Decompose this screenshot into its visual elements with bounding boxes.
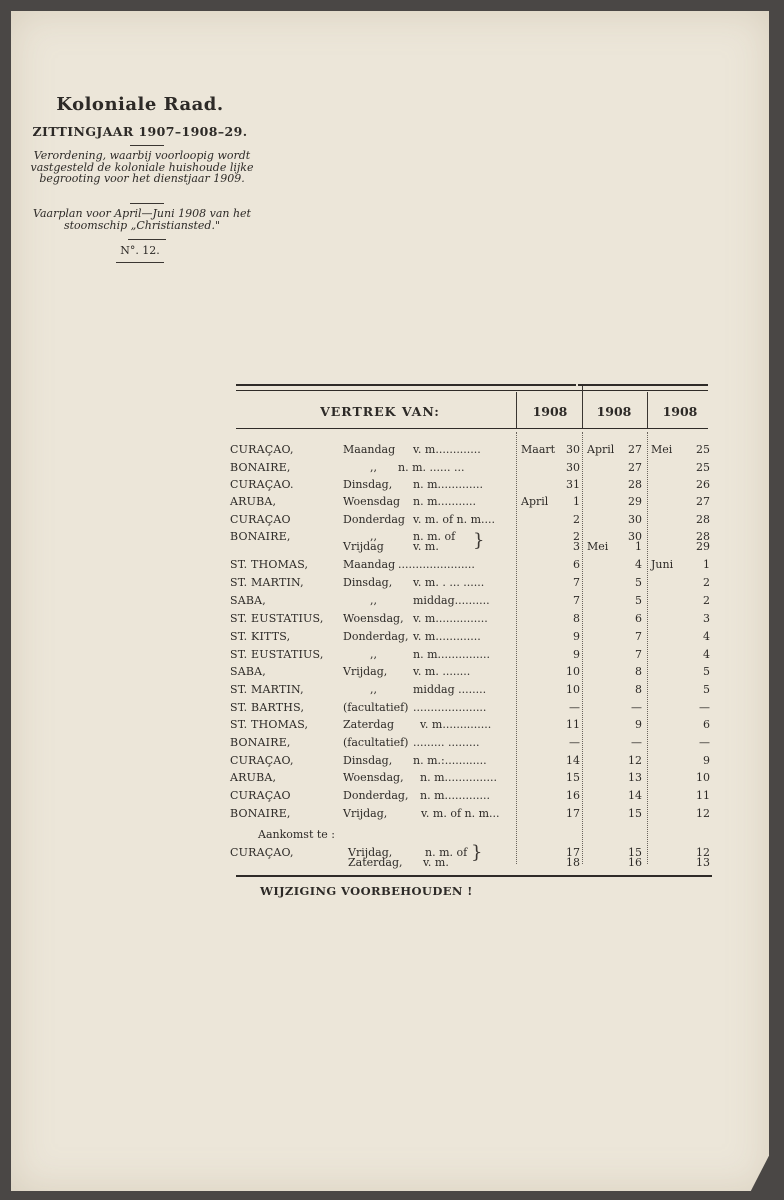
schedule-row bbox=[0, 476, 784, 493]
column-divider bbox=[647, 392, 648, 428]
council-title: Koloniale Raad. bbox=[56, 94, 224, 115]
time-of-day: ......... ......... bbox=[413, 736, 480, 749]
weekday: ,, bbox=[370, 648, 377, 661]
port-name: CURAÇAO, bbox=[230, 754, 294, 767]
port-name: ST. THOMAS, bbox=[230, 558, 309, 571]
date-col1: 17 bbox=[566, 807, 580, 820]
month-col3: Mei bbox=[651, 443, 673, 456]
weekday: Woensdag bbox=[343, 495, 401, 508]
weekday: Woensdag, bbox=[343, 771, 404, 784]
time-of-day: v. m............. bbox=[413, 630, 481, 643]
date-col3: 4 bbox=[703, 630, 710, 643]
time-of-day: n. m............... bbox=[420, 771, 497, 784]
schedule-row bbox=[0, 511, 784, 528]
header-divider bbox=[130, 203, 164, 204]
arrival-label: Aankomst te : bbox=[258, 828, 335, 841]
date-col2: 4 bbox=[635, 558, 642, 571]
date-col1: 6 bbox=[573, 558, 580, 571]
weekday: ,, bbox=[370, 594, 377, 607]
date-col2: 13 bbox=[628, 771, 642, 784]
weekday: (facultatief) bbox=[343, 736, 409, 749]
weekday: Donderdag, bbox=[343, 630, 409, 643]
date-col2: 30 bbox=[628, 530, 642, 543]
date-col1: 14 bbox=[566, 754, 580, 767]
date-col2: 7 bbox=[635, 630, 642, 643]
date-col2: 1 bbox=[635, 540, 642, 553]
table-header-rule bbox=[236, 428, 708, 429]
port-name: CURAÇAO, bbox=[230, 846, 294, 859]
date-col1: 7 bbox=[573, 594, 580, 607]
time-of-day: v. m. of n. m.... bbox=[413, 513, 496, 526]
date-col1: 9 bbox=[573, 648, 580, 661]
port-name: ST. THOMAS, bbox=[230, 718, 309, 731]
date-col1: 15 bbox=[566, 771, 580, 784]
port-name: ST. MARTIN, bbox=[230, 576, 304, 589]
date-col2: 15 bbox=[628, 807, 642, 820]
column-divider bbox=[516, 392, 517, 428]
month-col3: Juni bbox=[651, 558, 674, 571]
date-col1: 3 bbox=[573, 540, 580, 553]
weekday: ,, bbox=[370, 530, 377, 543]
brace: } bbox=[473, 530, 485, 551]
weekday: Dinsdag, bbox=[343, 576, 393, 589]
date-col1: 2 bbox=[573, 530, 580, 543]
date-col3: 12 bbox=[696, 807, 710, 820]
date-col3: 12 bbox=[696, 846, 710, 859]
date-col2: 27 bbox=[628, 461, 642, 474]
port-name: CURAÇAO bbox=[230, 789, 291, 802]
date-col2: 9 bbox=[635, 718, 642, 731]
date-col3: 5 bbox=[703, 665, 710, 678]
schedule-row bbox=[0, 493, 784, 510]
schedule-row bbox=[0, 646, 784, 663]
date-col1: 10 bbox=[566, 665, 580, 678]
date-col3: 13 bbox=[696, 856, 710, 869]
date-col1: 30 bbox=[566, 461, 580, 474]
date-col3: 25 bbox=[696, 461, 710, 474]
port-name: BONAIRE, bbox=[230, 530, 291, 543]
port-name: CURAÇAO. bbox=[230, 478, 294, 491]
port-name: ST. KITTS, bbox=[230, 630, 291, 643]
time-of-day: n. m............. bbox=[413, 478, 483, 491]
weekday: Dinsdag, bbox=[343, 754, 393, 767]
time-of-day: v. m............. bbox=[413, 443, 481, 456]
date-col3: 28 bbox=[696, 513, 710, 526]
header-divider bbox=[128, 239, 166, 240]
date-col2: 8 bbox=[635, 683, 642, 696]
date-col3: — bbox=[699, 701, 710, 714]
time-of-day: v. m. ........ bbox=[413, 665, 471, 678]
session-years: ZITTINGJAAR 1907–1908–29. bbox=[32, 124, 248, 139]
weekday: Maandag bbox=[343, 443, 396, 456]
date-col2: 15 bbox=[628, 846, 642, 859]
time-of-day: v. m.............. bbox=[420, 718, 492, 731]
date-col2: 27 bbox=[628, 443, 642, 456]
date-col1: 31 bbox=[566, 478, 580, 491]
year-header: 1908 bbox=[596, 404, 632, 419]
date-col1: 7 bbox=[573, 576, 580, 589]
month-col2: Mei bbox=[587, 540, 609, 553]
time-of-day: n. m. of bbox=[425, 846, 468, 859]
date-col3: 2 bbox=[703, 576, 710, 589]
date-col1: 30 bbox=[566, 443, 580, 456]
time-of-day: v. m. . ... ...... bbox=[413, 576, 485, 589]
date-col2: 14 bbox=[628, 789, 642, 802]
date-col2: — bbox=[631, 736, 642, 749]
date-col1: — bbox=[569, 736, 580, 749]
weekday: ,, bbox=[370, 461, 377, 474]
port-name: ST. BARTHS, bbox=[230, 701, 305, 714]
schedule-row bbox=[0, 699, 784, 716]
schedule-row bbox=[0, 734, 784, 751]
schedule-row bbox=[0, 610, 784, 627]
date-col2: 30 bbox=[628, 513, 642, 526]
month-col2: April bbox=[587, 443, 615, 456]
date-col2: 16 bbox=[628, 856, 642, 869]
date-col1: 18 bbox=[566, 856, 580, 869]
weekday: Donderdag bbox=[343, 513, 405, 526]
date-col3: 6 bbox=[703, 718, 710, 731]
port-name: ARUBA, bbox=[230, 495, 277, 508]
month-col1: April bbox=[521, 495, 549, 508]
port-name: ARUBA, bbox=[230, 771, 277, 784]
date-col3: 28 bbox=[696, 530, 710, 543]
date-col1: 8 bbox=[573, 612, 580, 625]
port-name: ST. EUSTATIUS, bbox=[230, 612, 324, 625]
date-col3: 5 bbox=[703, 683, 710, 696]
port-name: SABA, bbox=[230, 665, 267, 678]
schedule-row bbox=[0, 769, 784, 786]
schedule-row bbox=[0, 574, 784, 591]
weekday: Maandag bbox=[343, 558, 396, 571]
date-col3: 10 bbox=[696, 771, 710, 784]
time-of-day: n. m........... bbox=[413, 495, 476, 508]
date-col2: 28 bbox=[628, 478, 642, 491]
table-top-rule bbox=[236, 384, 576, 386]
port-name: ST. EUSTATIUS, bbox=[230, 648, 324, 661]
date-col1: 16 bbox=[566, 789, 580, 802]
year-header: 1908 bbox=[532, 404, 568, 419]
date-col3: 26 bbox=[696, 478, 710, 491]
schedule-row bbox=[0, 628, 784, 645]
date-col3: 27 bbox=[696, 495, 710, 508]
date-col3: 3 bbox=[703, 612, 710, 625]
table-top-rule bbox=[236, 390, 708, 391]
column-divider bbox=[582, 386, 583, 428]
weekday: Vrijdag, bbox=[343, 807, 388, 820]
weekday: Woensdag, bbox=[343, 612, 404, 625]
date-col1: 10 bbox=[566, 683, 580, 696]
schedule-row bbox=[0, 787, 784, 804]
weekday: Vrijdag bbox=[343, 540, 384, 553]
schedule-row bbox=[0, 441, 784, 458]
time-of-day: v. m. bbox=[413, 540, 439, 553]
port-name: BONAIRE, bbox=[230, 736, 291, 749]
header-divider bbox=[130, 145, 164, 146]
date-col3: 25 bbox=[696, 443, 710, 456]
weekday: Dinsdag, bbox=[343, 478, 393, 491]
port-name: BONAIRE, bbox=[230, 807, 291, 820]
time-of-day: n. m............. bbox=[420, 789, 490, 802]
departure-heading: VERTREK VAN: bbox=[320, 404, 440, 419]
time-of-day: n. m............... bbox=[413, 648, 490, 661]
time-of-day: v. m. of n. m... bbox=[421, 807, 500, 820]
table-bottom-rule bbox=[236, 875, 712, 877]
date-col3: 11 bbox=[696, 789, 710, 802]
time-of-day: v. m. bbox=[423, 856, 449, 869]
schedule-row bbox=[0, 681, 784, 698]
time-of-day: ...................... bbox=[398, 558, 475, 571]
date-col2: 7 bbox=[635, 648, 642, 661]
time-of-day: n. m. of bbox=[413, 530, 456, 543]
date-col1: 11 bbox=[566, 718, 580, 731]
port-name: SABA, bbox=[230, 594, 267, 607]
schedule-row bbox=[0, 716, 784, 733]
date-col3: 9 bbox=[703, 754, 710, 767]
schedule-row bbox=[0, 538, 784, 555]
time-of-day: v. m............... bbox=[413, 612, 488, 625]
schedule-row bbox=[0, 805, 784, 822]
brace: } bbox=[471, 842, 483, 863]
weekday: (facultatief) bbox=[343, 701, 409, 714]
date-col1: 9 bbox=[573, 630, 580, 643]
date-col2: 6 bbox=[635, 612, 642, 625]
date-col3: — bbox=[699, 736, 710, 749]
date-col2: 8 bbox=[635, 665, 642, 678]
date-col3: 1 bbox=[703, 558, 710, 571]
date-col2: — bbox=[631, 701, 642, 714]
schedule-row bbox=[0, 663, 784, 680]
regulation-text: Verordening, waarbij voorloopig wordt vastgesteld de koloniale huishoude lijke begrooting voor het dienstjaar 1909. bbox=[30, 149, 254, 185]
arrival-row bbox=[0, 854, 784, 871]
time-of-day: middag ........ bbox=[413, 683, 487, 696]
month-col1: Maart bbox=[521, 443, 556, 456]
date-col2: 12 bbox=[628, 754, 642, 767]
date-col1: 1 bbox=[573, 495, 580, 508]
port-name: CURAÇAO bbox=[230, 513, 291, 526]
date-col1: — bbox=[569, 701, 580, 714]
date-col1: 17 bbox=[566, 846, 580, 859]
time-of-day: ..................... bbox=[413, 701, 487, 714]
weekday: Zaterdag, bbox=[348, 856, 403, 869]
weekday: ,, bbox=[370, 683, 377, 696]
date-col2: 5 bbox=[635, 576, 642, 589]
date-col2: 29 bbox=[628, 495, 642, 508]
weekday: Donderdag, bbox=[343, 789, 409, 802]
port-name: CURAÇAO, bbox=[230, 443, 294, 456]
port-name: BONAIRE, bbox=[230, 461, 291, 474]
port-name: ST. MARTIN, bbox=[230, 683, 304, 696]
header-divider bbox=[116, 262, 164, 263]
date-col2: 5 bbox=[635, 594, 642, 607]
sailing-plan-text: Vaarplan voor April—Juni 1908 van het stoomschip „Christiansted." bbox=[33, 207, 251, 232]
date-col3: 29 bbox=[696, 540, 710, 553]
date-col3: 2 bbox=[703, 594, 710, 607]
schedule-row bbox=[0, 592, 784, 609]
weekday: Zaterdag bbox=[343, 718, 395, 731]
date-col1: 2 bbox=[573, 513, 580, 526]
time-of-day: middag.......... bbox=[413, 594, 490, 607]
schedule-row bbox=[0, 459, 784, 476]
notice-text: WIJZIGING VOORBEHOUDEN ! bbox=[260, 884, 473, 898]
document-number: N°. 12. bbox=[120, 244, 160, 257]
schedule-row bbox=[0, 752, 784, 769]
weekday: Vrijdag, bbox=[348, 846, 393, 859]
year-header: 1908 bbox=[662, 404, 698, 419]
time-of-day: n. m. ...... ... bbox=[398, 461, 465, 474]
date-col3: 4 bbox=[703, 648, 710, 661]
table-top-rule bbox=[578, 384, 708, 386]
weekday: Vrijdag, bbox=[343, 665, 388, 678]
schedule-row bbox=[0, 556, 784, 573]
time-of-day: n. m.:............ bbox=[413, 754, 487, 767]
